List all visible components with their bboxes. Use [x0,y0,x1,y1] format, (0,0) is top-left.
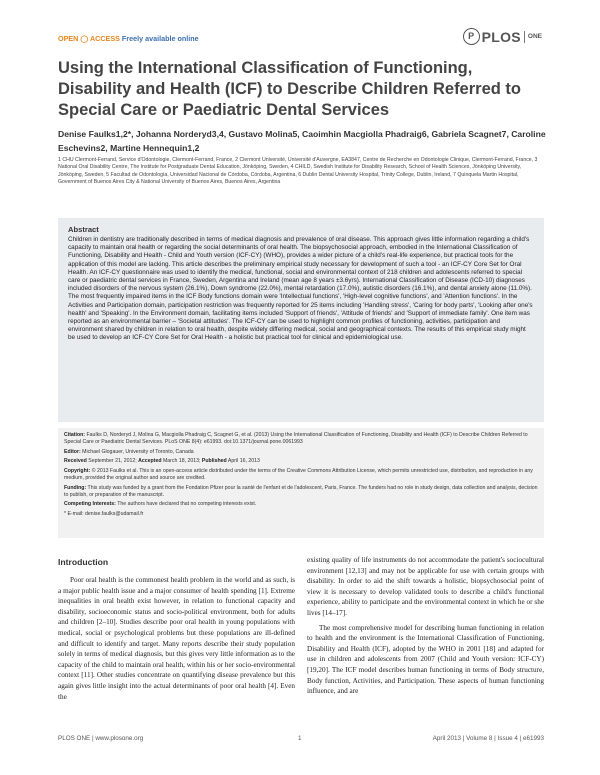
journal-header [58,28,542,50]
competing-interests: Competing Interests: The authors have declared that no competing interests exist. [64,501,257,508]
intro-paragraph: The most comprehensive model for describing human functioning in relation to health and the environment is the International Classification of Functioning, Disability and Health (ICF), adopted by the WHO in 2001 [18] and adapted for use in children and adolescents from 2007 (Child and Youth version: ICF-CY) [19,20]. The ICF model describes human functioning in terms of Body structure, Body function, Activities, and Participation. These aspects of human functioning influence, and are [307,623,544,696]
abstract-text: Children in dentistry are traditionally described in terms of medical diagnosis and prevalence of oral disease. This approach gives little information regarding a child's capacity to maintain oral health or regarding the social determinants of oral health. The biopsychosocial approach, embodied in the International Classification of Functioning, Disability and Health - Child and Youth version (ICF-CY) (WHO), provides a wider picture of a child's real-life experience, but practical tools for the application of this model are lacking. This article describes the preliminary empirical study necessary for development of such a tool - an ICF-CY Core Set for Oral Health. An ICF-CY questionnaire was used to identify the medical, functional, social and environmental context of 218 children and adolescents referred to special care or paediatric dental services in France, Sweden, Argentina and Ireland (mean age 8 years ±3.6yrs). International Classification of Disease (ICD-10) diagnoses included disorders of the nervous system (26.1%), Down syndrome (22.0%), mental retardation (17.0%), autistic disorders (16.1%), and dental anxiety alone (11.0%). The most frequently impaired items in the ICF Body functions domain were 'Intellectual functions', 'High-level cognitive functions', and 'Attention functions'. In the Activities and Participation domain, participation restriction was frequently reported for 25 items including 'Handling stress', 'Caring for body parts', 'Looking after one's health' and 'Speaking'. In the Environment domain, facilitating items included 'Support of friends', 'Attitude of friends' and 'Support of immediate family'. One item was reported as an environmental barrier – 'Societal attitudes'. The ICF-CY can be used to highlight common profiles of functioning, activities, participation and environment shared by children in relation to oral health, despite widely differing medical, social and geographical contexts. The results of this empirical study might be used to develop an ICF-CY Core Set for Oral Health - a holistic but practical tool for clinical and epidemiological use. [68,236,533,342]
open-lock-icon: ◯ [80,36,89,43]
contact-email[interactable]: * E-mail: denise.faulks@udamail.fr [64,511,144,518]
logo-sub: ONE [527,33,542,40]
footer-journal[interactable]: PLOS ONE | www.plosone.org [58,735,144,742]
abstract-box [58,218,544,422]
open-access-banner [58,34,199,43]
citation: Citation: Faulks D, Norderyd J, Molina G, Macgiolla Phadraig C, Scagnet G, et al. (2013) Using the International Classification of Functioning, Disability and Health (ICF) to Describe Children Referred to Special Care or Paediatric Dental Services. PLoS ONE 8(4): e61993. doi:10.1371/journal.pone.0061993 [64,432,528,445]
intro-column-right [307,555,544,697]
oa-access-label: ACCESS [89,34,120,43]
affiliations: 1 CHU Clermont-Ferrand, Service d'Odontologie, Clermont-Ferrand, France, 2 Clermont Université, Université d'Auvergne, EA3847, Centre de Recherche en Odontologie Clinique, Clermont-Ferrand, France, 3 National Oral Disability Centre, The Institute for Postgraduate Dental Education, Jönköping, Sweden, 4 CHILD, Swedish Institute for Disability Research, School of Health Sciences, Jönköping University, Jönköping, Sweden, 5 Facultad de Odontología, Universidad Nacional de Córdoba, Córdoba, Argentina, 6 Dublin Dental University Hospital, Trinity College, Dublin, Ireland, 7 Quinquela Martin Hospital, Government of Buenos Aires City & National University of Buenos Aires, Buenos Aires, Argentina [58,157,538,186]
intro-paragraph: existing quality of life instruments do not accommodate the patient's sociocultural environment [12,13] and may not be applicable for use with certain groups with disability. In order to aid the shift towards a holistic, biopsychosocial point of view it is necessary to develop validated tools to describe a child's functional experience, ability to participate and the environmental context in which he or she lives [14–17]. [307,556,544,617]
article-title: Using the International Classification of Functioning, Disability and Health (ICF) to Describe Children Referred to Special Care or Paediatric Dental Services [58,59,521,119]
logo-divider [524,31,525,43]
freely-available-label: Freely available online [121,34,199,43]
page-number: 1 [298,735,302,742]
footer-issue: April 2013 | Volume 8 | Issue 4 | e61993 [432,735,544,742]
abstract-heading: Abstract [68,225,99,234]
logo-text: PLOS [481,28,521,45]
article-metadata [58,428,544,538]
copyright: Copyright: © 2013 Faulks et al. This is an open-access article distributed under the terms of the Creative Commons Attribution License, which permits unrestricted use, distribution, and reproduction in any medium, provided the original author and source are credited. [64,468,533,481]
author-list: Denise Faulks1,2*, Johanna Norderyd3,4, Gustavo Molina5, Caoimhin Macgiolla Phadraig6, Gabriela Scagnet7, Caroline Eschevins2, Martine Hennequin1,2 [58,129,546,153]
introduction-heading: Introduction [58,557,109,567]
oa-open-label: OPEN [58,34,79,43]
funding: Funding: This study was funded by a grant from the Fondation Pfizer pour la santé de l'enfant et de l'adolescent, Paris, France. The funders had no role in study design, data collection and analysis, decision to publish, or preparation of the manuscript. [64,484,538,498]
page-footer [58,735,544,745]
plos-logo-icon: P [463,28,480,45]
dates: Received September 21, 2012; Accepted March 18, 2013; Published April 16, 2013 [64,458,260,465]
editor: Editor: Michael Glogauer, University of Toronto, Canada [64,448,194,455]
plos-one-logo [463,28,542,45]
intro-column-left: Poor oral health is the commonest health problem in the world and as such, is a major public health issue and a major consumer of health spending [1]. Extreme inequalities in oral health exist however, in relation to functional capacity and disability, socioeconomic status and socio-political environment, both for adults and children [2–10]. Studies describe poor oral health in young populations with medical, social or psychological problems but these populations are ill-defined and difficult to identify and target. Many reports describe their study population solely in terms of medical diagnosis, but this gives very little information as to the capacity of the child to maintain oral health, within his or her socio-environmental context [11]. Other studies concentrate on quantifying disease prevalence but this again gives little insight into the actual determinants of poor oral health [4]. Even the [58,576,295,701]
